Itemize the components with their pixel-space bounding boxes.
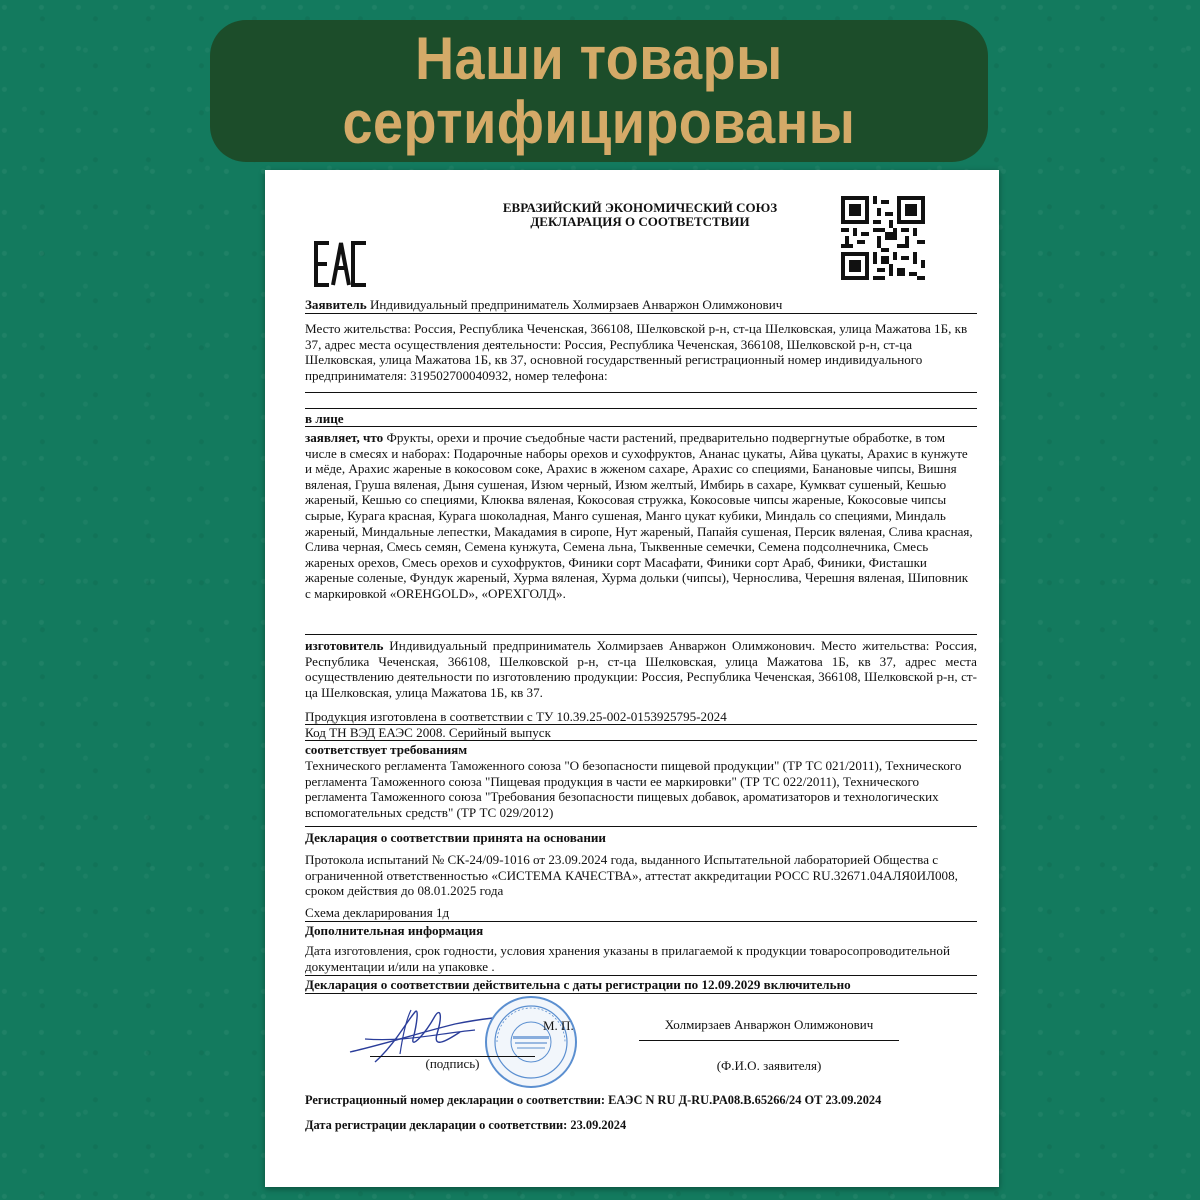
product-list: Фрукты, орехи и прочие съедобные части растений, предварительно подвергнутые обработке, в том числе в смесях и наборах: Подарочные наборы орехов и сухофруктов, Ананас цукаты, Айва цукаты, Арахис в кунжуте и мёде, Арахис жареные в кокосовом соке, Арахис в жженом сахаре, Арахис со специями, Банановые чипсы, Вишня вяленая, Груша вяленая, Дыня сушеная, Изюм черный, Изюм желтый, Имбирь в сахаре, Кумкват сушеный, Кешью жареный, Кешью со специями, Клюква вяленая, Кокосовая стружка, Кокосовые чипсы жареные, Кокосовые чипсы сырые, Курага красная, Курага шоколадная, Манго сушеная, Манго цукат кубики, Миндаль со специями, Миндаль жареный, Миндальные лепестки, Макадамия в сиропе, Нут жареный, Папайя сушеная, Персик вяленая, Слива красная, Слива черная, Смесь семян, Семена кунжута, Семена льна, Тыквенные семечки, Семена подсолнечника, Смесь жареных орехов, Смесь орехов и сухофруктов, Финики сорт Масафати, Финики сорт Араб, Финики, Фисташки жареные соленые, Фундук жареный, Хурма вяленая, Хурма дольки (чипсы), Чернослива, Черешня вяленая, Шиповник с маркировкой «OREHGOLD», «ОРЕХГОЛД». (305, 430, 973, 601)
phone-underline (305, 408, 977, 409)
applicant-label: Заявитель (305, 297, 367, 312)
manufacturer-text: Индивидуальный предприниматель Холмирзаев Анваржон Олимжонович. Место жительства: Россия, Республика Чеченская, 366108, Шелковской р-н, ст-ца Шелковская, улица Мажатова 1Б, кв 37, адрес места осуществлению деятельности по изготовлению продукции: Россия, Республика Чеченская, 366108, Шелковской р-н, ст-ца Шелковская, улица Мажатова 1Б, кв 37. (305, 638, 977, 700)
document-header (460, 201, 820, 229)
requirements-underline (305, 826, 977, 827)
additional-underline (305, 975, 977, 976)
applicant-address: Место жительства: Россия, Республика Чеченская, 366108, Шелковской р-н, ст-ца Шелковская, улица Мажатова 1Б, кв 37, адрес места осуществления деятельности: Россия, Республика Чеченская, 366108, Шелковской р-н, ст-ца Шелковская, улица Мажатова 1Б, кв 37, основной государственный регистрационный номер индивидуального предпринимателя: 319502700040932, номер телефона: (305, 321, 968, 383)
applicant-name: Индивидуальный предприниматель Холмирзаев Анваржон Олимжонович (366, 297, 783, 312)
basis-text: Протокола испытаний № СК-24/09-1016 от 23.09.2024 года, выданного Испытательной лабораторией Общества с ограниченной ответственностью «СИСТЕМА КАЧЕСТВА», аттестат аккредитации РОСС RU.32671.04АЛЯ0ИЛ008, сроком действия до 08.01.2025 года (305, 852, 958, 899)
applicant-line (305, 297, 977, 313)
validity-underline (305, 993, 977, 994)
code-underline (305, 740, 977, 741)
hs-code: Код ТН ВЭД ЕАЭС 2008. Серийный выпуск (305, 725, 551, 740)
qr-code-icon (841, 196, 925, 280)
stamp-place-label: М. П. (543, 1018, 574, 1033)
signature-caption: (подпись) (425, 1056, 480, 1071)
additional-label: Дополнительная информация (305, 923, 484, 938)
basis-label: Декларация о соответствии принята на основании (305, 830, 606, 845)
declaration-scheme: Схема декларирования 1д (305, 905, 450, 920)
declaration-document (265, 170, 999, 1187)
products-underline (305, 634, 977, 635)
in-person-label: в лице (305, 411, 344, 426)
banner-title-line1: Наши товары (415, 25, 783, 92)
additional-text: Дата изготовления, срок годности, условия хранения указаны в прилагаемой к продукции товаросопроводительной документации и/или на упаковке . (305, 943, 950, 974)
eac-logo-icon (313, 240, 368, 288)
declaration-title: ДЕКЛАРАЦИЯ О СООТВЕТСТВИИ (530, 214, 750, 229)
registration-date: Дата регистрации декларации о соответствии: 23.09.2024 (305, 1118, 627, 1132)
requirements-text: Технического регламента Таможенного союза "О безопасности пищевой продукции" (ТР ТС 021/2011), Технического регламента Таможенного союза "Пищевая продукция в части ее маркировки" (ТР ТС 022/2011), Технического регламента Таможенного союза "Требования безопасности пищевых добавок, ароматизаторов и технологических вспомогательных средств" (ТР ТС 029/2012) (305, 758, 962, 820)
manufacturer-section (305, 638, 977, 700)
banner-title (343, 27, 856, 155)
validity-text: Декларация о соответствии действительна с даты регистрации по 12.09.2029 включительно (305, 977, 851, 992)
manufacturer-label: изготовитель (305, 638, 384, 653)
address-underline (305, 392, 977, 393)
applicant-signature-name: Холмирзаев Анваржон Олимжонович (664, 1017, 874, 1032)
banner-title-line2: сертифицированы (342, 89, 856, 156)
declares-section (305, 430, 977, 602)
applicant-underline (305, 313, 977, 314)
title-banner (210, 20, 988, 162)
registration-number: Регистрационный номер декларации о соответствии: ЕАЭС N RU Д-RU.PA08.B.65266/24 ОТ 23.09.2024 (305, 1093, 882, 1107)
name-line (639, 1040, 899, 1041)
requirements-label: соответствует требованиям (305, 742, 468, 757)
name-caption: (Ф.И.О. заявителя) (716, 1058, 822, 1073)
declares-label: заявляет, что (305, 430, 384, 445)
manufacturer-spec: Продукция изготовлена в соответствии с ТУ 10.39.25-002-0153925795-2024 (305, 709, 727, 724)
union-title: ЕВРАЗИЙСКИЙ ЭКОНОМИЧЕСКИЙ СОЮЗ (502, 200, 778, 215)
in-person-underline (305, 426, 977, 427)
scheme-underline (305, 921, 977, 922)
stamp-seal-icon (483, 994, 579, 1090)
